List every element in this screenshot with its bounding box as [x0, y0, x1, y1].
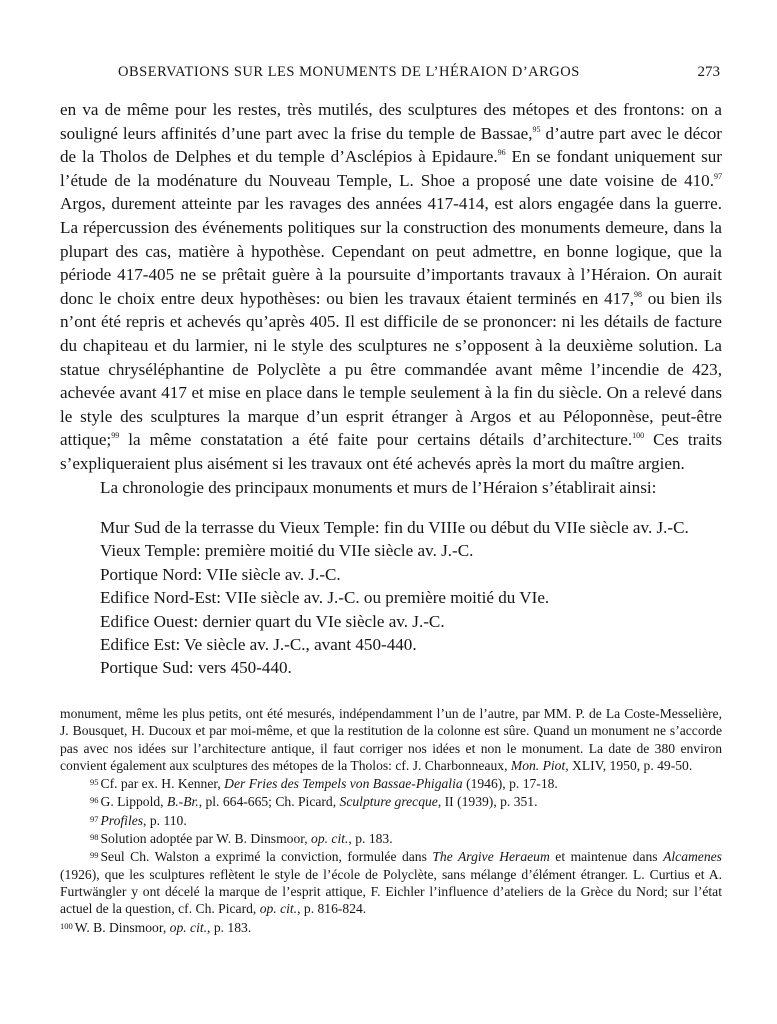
page-number: 273 [697, 64, 720, 80]
footnote-ref[interactable]: 99 [111, 431, 120, 441]
footnote-ref[interactable]: 95 [532, 124, 541, 134]
running-title: OBSERVATIONS SUR LES MONUMENTS DE L’HÉRAION D’ARGOS [118, 64, 580, 80]
footnote-ref[interactable]: 100 [632, 431, 645, 441]
chronology-entry: Portique Sud: vers 450-440. [100, 658, 292, 678]
footnote-96: $^{96}$ G. Lippold, B.-Br., pl. 664-665; Ch. Picard, Sculpture grecque, II (1939), p. 351. [90, 794, 538, 810]
footnote-98: $^{98}$ Solution adoptée par W. B. Dinsmoor, op. cit., p. 183. [90, 831, 393, 847]
chronology-entry: Edifice Nord-Est: VIIe siècle av. J.-C. ou première moitié du VIe. [100, 588, 550, 608]
body-paragraph: en va de même pour les restes, très mutilés, des sculptures des métopes et des frontons: on a souligné leurs affinités d’une part avec la frise du temple de Bassae,$^{95}$ d’autre part avec le décor de la Tholos de Delphes et du temple d’Asclépios à Epidaure.$^{96}$ En se fondant uniquement sur l’étude de la modénature du Nouveau Temple, L. Shoe a proposé une date voisine de 410.97 Argos, durement atteinte par les ravages des années 417-414, est alors engagée dans la guerre. La répercussion des événements politiques sur la construction des monuments demeure, dans la plupart des cas, matière à hypothèse. Cependant on peut admettre, en bonne logique, que la période 417-405 ne se prêtait guère à la poursuite d’importants travaux à l’Héraion. On aurait donc le choix entre deux hypothèses: ou bien les travaux étaient terminés en 417,98 ou bien ils n’ont été repris et achevés qu’après 405. Il est difficile de se prononcer: ni les détails de facture du chapiteau et du larmier, ni le style des sculptures ne s’opposent à la deuxième solution. La statue chryséléphantine de Polyclète a pu être commandée avant même l’incendie de 423, achevée avant 417 et mise en place dans le temple seulement à la fin du siècle. On a relevé dans le style des sculptures la marque d’un esprit étranger à Argos et au Péloponnèse, peut-être attique;$^{99}$ la même constatation a été faite pour certains détails d’architecture.$^{100}$ Ces traits s’expliqueraient plus aisément si les travaux ont été achevés après la mort du maître argien. [60, 100, 722, 473]
main-text [60, 98, 722, 499]
footnotes [60, 705, 722, 936]
footnote-99: $^{99}$ Seul Ch. Walston a exprimé la conviction, formulée dans The Argive Heraeum et maintenue dans Alcamenes (1926), que les sculptures reflètent le style de l’école de Polyclète, sans mélange d’élément étranger. L. Curtius et A. Furtwängler y ont décelé la marque de l’esprit attique, F. Eichler l’influence d’ateliers de la Grèce du Nord; sur l’état actuel de la question, cf. Ch. Picard, op. cit., p. 816-824. [60, 849, 722, 917]
chronology-list [60, 516, 722, 680]
chronology-entry: Vieux Temple: première moitié du VIIe siècle av. J.-C. [100, 541, 474, 561]
footnote-ref[interactable]: 96 [497, 148, 506, 158]
footnote-ref[interactable]: 97 [714, 171, 722, 181]
chronology-entry: Mur Sud de la terrasse du Vieux Temple: fin du VIIIe ou début du VIIe siècle av. J.-C. [100, 518, 689, 537]
running-header [60, 64, 722, 84]
body-paragraph: La chronologie des principaux monuments et murs de l’Héraion s’établirait ainsi: [100, 477, 657, 497]
footnote-ref[interactable]: 98 [633, 289, 642, 299]
footnote-continued: monument, même les plus petits, ont été mesurés, indépendamment l’un de l’autre, par MM. P. de La Coste-Messelière, J. Bousquet, H. Ducoux et par moi-même, et que la restitution de la colonne est sûre. Quand un monument ne s’accorde pas avec nos idées sur l’architecture antique, il faut corriger nos idées et non le monument. La date de 380 environ convient également aux sculptures des métopes de la Tholos: cf. J. Charbonneaux, Mon. Piot, XLIV, 1950, p. 49-50. [60, 706, 722, 773]
chronology-entry: Edifice Est: Ve siècle av. J.-C., avant 450-440. [100, 635, 417, 655]
footnote-95: $^{95}$ Cf. par ex. H. Kenner, Der Fries des Tempels von Bassae-Phigalia (1946), p. 17-18. [90, 776, 558, 792]
footnote-100: $^{100}$ W. B. Dinsmoor, op. cit., p. 183. [60, 919, 252, 935]
chronology-entry: Edifice Ouest: dernier quart du VIe siècle av. J.-C. [100, 611, 445, 631]
chronology-entry: Portique Nord: VIIe siècle av. J.-C. [100, 564, 341, 584]
footnote-97: $^{97}$ Profiles, p. 110. [90, 812, 187, 828]
